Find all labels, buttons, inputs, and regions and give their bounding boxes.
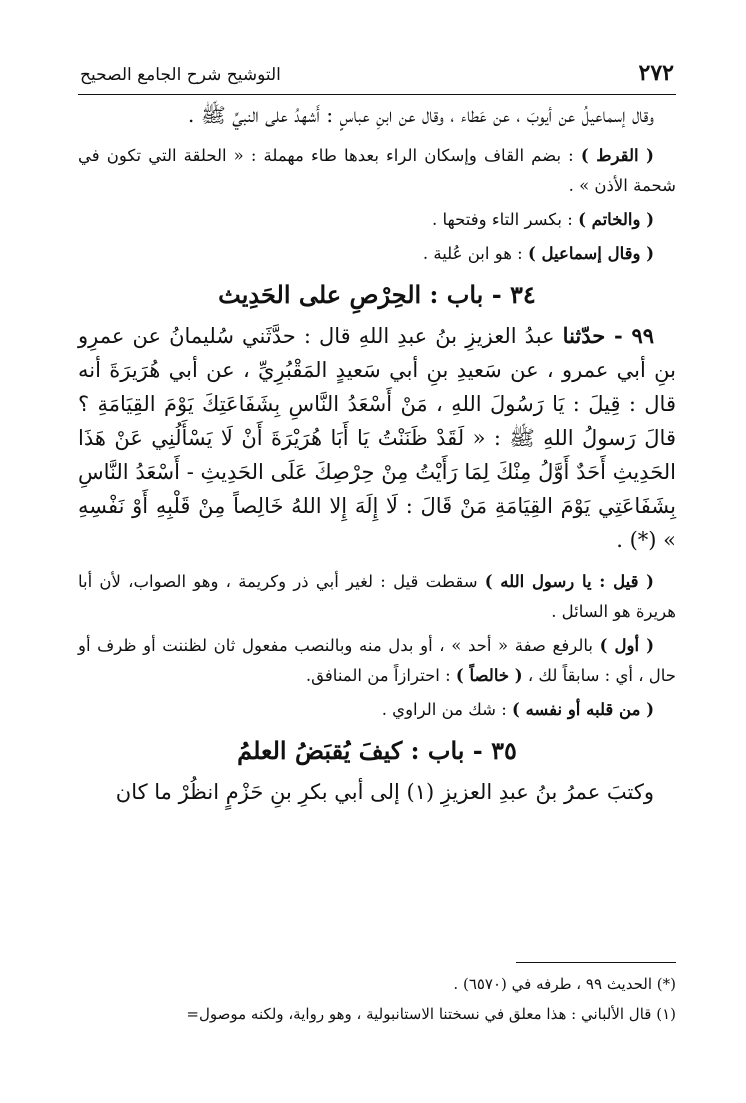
hadith-99 [78, 319, 676, 557]
footnotes [78, 962, 676, 1029]
note-term: ( خالصاً ) [455, 666, 523, 685]
note-term: ( قيل : يا رسول الله ) [484, 572, 654, 591]
running-title: التوشيح شرح الجامع الصحيح [80, 65, 281, 85]
note-text: : احترازاً من المنافق. [305, 666, 456, 685]
hadith-lead: - حدّثنا [562, 323, 632, 348]
running-header [78, 60, 676, 95]
hadith-text: عبدُ العزيزِ بنُ عبدِ اللهِ قال : حدَّثَني سُليمانُ عن عمرِو بنِ أبي عمرو ، عن سَعيدِ بنِ أبي سَعيدٍ المَقْبُرِيِّ ، عن أبي هُرَيرَةَ أنه قال : قِيلَ : يَا رَسُولَ اللهِ ، مَنْ أَسْعَدُ النَّاسِ بِشَفَاعَتِكَ يَوْمَ القِيَامَةِ ؟ قالَ رَسولُ اللهِ ﷺ : « لَقَدْ ظَنَنْتُ يَا أَبَا هُرَيْرَةَ أَنْ لَا يَسْأَلُنِي عَنْ هَذَا الحَدِيثِ أَحَدٌ أَوَّلُ مِنْكَ لِمَا رَأَيْتُ مِنْ حِرْصِكَ عَلَى الحَدِيثِ - أَسْعَدُ النَّاسِ بِشَفَاعَتِي يَوْمَ القِيَامَةِ مَنْ قَالَ : لَا إِلَهَ إِلا اللهُ خَالِصاً مِنْ قَلْبِهِ أَوْ نَفْسِهِ » (*) . [78, 324, 676, 552]
footnote-albani: (١) قال الألباني : هذا معلق في نسختنا الاستانبولية ، وهو رواية، ولكنه موصول= [186, 1005, 676, 1023]
note-khatam [78, 205, 676, 235]
note-qalbihi [78, 695, 676, 725]
footnote-rule [516, 962, 676, 963]
page [78, 60, 676, 809]
note-term: ( القرط ) [580, 146, 654, 165]
note-qurt [78, 141, 676, 201]
note-term: ( أول ) [599, 636, 654, 655]
note-text: : بكسر التاء وفتحها . [432, 210, 579, 229]
chapter-heading-34: ٣٤ - باب : الحِرْصِ على الحَدِيث [218, 280, 536, 309]
note-text: : بضم القاف وإسكان الراء بعدها طاء مهملة : « الحلقة التي تكون في شحمة الأذن » . [78, 146, 676, 195]
note-ismail [78, 239, 676, 269]
chapter-heading-35: ٣٥ - باب : كيفَ يُقبَضُ العلمُ [237, 736, 517, 765]
footnote-hadith: (*) الحديث ٩٩ ، طرفه في (٦٥٧٠) . [453, 975, 676, 993]
page-number: ٢٧٢ [638, 60, 674, 86]
note-text: : شك من الراوي . [381, 700, 513, 719]
note-term: ( والخاتم ) [578, 210, 654, 229]
note-text: سقطت قيل : لغير أبي ذر وكريمة ، وهو الصواب، لأن أبا هريرة هو السائل . [78, 572, 676, 621]
note-text: بالرفع صفة « أحد » ، أو بدل منه وبالنصب مفعول ثان لظننت أو ظرف أو حال ، أي : سابقاً لك ، [78, 636, 676, 685]
note-text: : هو ابن عُلية . [422, 244, 528, 263]
paragraph-umar: وكتبَ عمرُ بنُ عبدِ العزيزِ (١) إلى أبي بكرِ بنِ حَزْمٍ انظُرْ ما كان [115, 780, 654, 804]
hadith-number: ٩٩ [631, 323, 654, 348]
note-awwal [78, 631, 676, 691]
note-qila [78, 567, 676, 627]
note-term: ( وقال إسماعيل ) [527, 244, 654, 263]
note-term: ( من قلبه أو نفسه ) [512, 700, 654, 719]
paragraph-ismail: وقال إسماعيلُ عن أيوبَ ، عن عَطاء ، وقال عن ابنِ عباسٍ : أَشهدُ على النبيِّ ﷺ . [187, 103, 654, 127]
